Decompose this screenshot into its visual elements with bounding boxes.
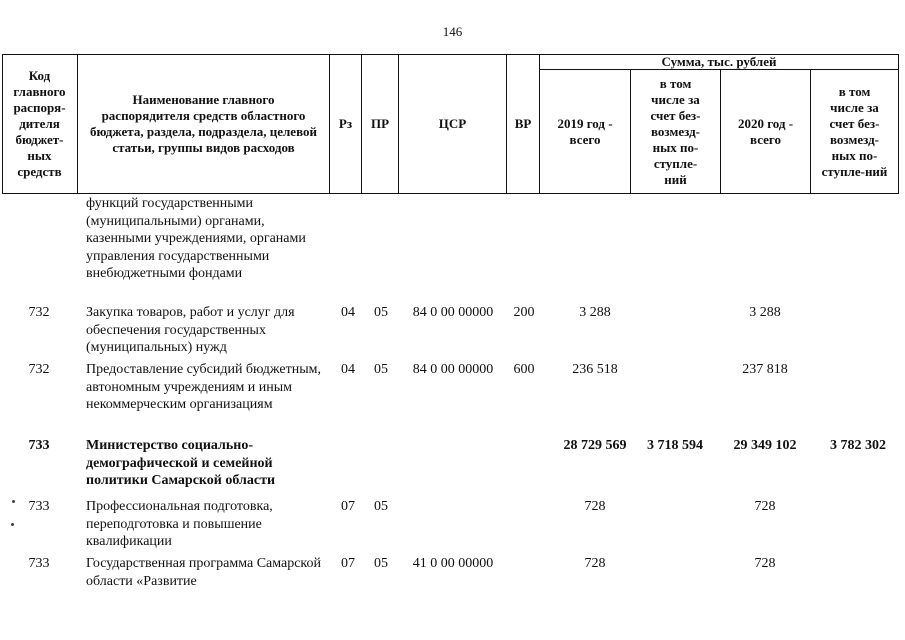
header-code: Код главного распоря-дителя бюджет-ных средств (13, 67, 66, 179)
table-header (2, 54, 899, 194)
header-2019-free: в том числе за счет без-возмезд-ных по-ступле-ний (650, 75, 701, 187)
cell-code: 732 (28, 362, 50, 377)
header-vr: ВР (514, 115, 532, 131)
header-pr: ПР (370, 115, 390, 131)
cell-2020-total: 29 349 102 (733, 438, 797, 453)
header-2019-total: 2019 год - всего (557, 115, 613, 147)
cell-name: Министерство социально-демографической и семейной политики Самарской области (86, 438, 276, 488)
cell-rz: 04 (341, 305, 355, 320)
cell-csr: 84 0 00 00000 (412, 362, 494, 377)
cell-2019-total: 3 288 (579, 305, 611, 320)
cell-csr: 41 0 00 00000 (412, 556, 494, 571)
cell-code: 733 (28, 556, 50, 571)
cell-name: Профессиональная подготовка, переподготовка и повышение квалификации (86, 499, 273, 549)
cell-rz: 07 (341, 556, 355, 571)
page-number: 146 (442, 24, 463, 39)
header-name: Наименование главного распорядителя средств областного бюджета, раздела, подраздела, целевой статьи, группы видов расходов (90, 91, 317, 155)
cell-pr: 05 (374, 556, 388, 571)
cell-code: 732 (28, 305, 50, 320)
header-csr: ЦСР (438, 115, 467, 131)
cell-pr: 05 (374, 305, 388, 320)
cell-2020-total: 728 (754, 499, 776, 514)
cell-code: 733 (28, 438, 50, 453)
header-2020-free: в том числе за счет без-возмезд-ных по-ступле-ний (821, 83, 888, 179)
cell-rz: 04 (341, 362, 355, 377)
cell-2020-free: 3 782 302 (830, 438, 886, 453)
cell-name: Закупка товаров, работ и услуг для обеспечения государственных (муниципальных) нужд (86, 305, 295, 355)
cell-pr: 05 (374, 362, 388, 377)
cell-csr: 84 0 00 00000 (412, 305, 494, 320)
cell-2019-total: 236 518 (572, 362, 618, 377)
header-sum-group: Сумма, тыс. рублей (661, 53, 777, 69)
cell-vr: 600 (513, 362, 535, 377)
header-2020-total: 2020 год - всего (737, 115, 794, 147)
cell-vr: 200 (513, 305, 535, 320)
cell-2019-total: 728 (584, 499, 606, 514)
cell-2019-free: 3 718 594 (647, 438, 703, 453)
cell-2019-total: 728 (584, 556, 606, 571)
cell-code: 733 (28, 499, 50, 514)
header-rz: Рз (338, 115, 353, 131)
cell-name: Государственная программа Самарской области «Развитие (86, 556, 322, 589)
cell-2019-total: 28 729 569 (563, 438, 627, 453)
cell-name: функций государственными (муниципальными) органами, казенными учреждениями, органами управления государственными внебюджетными фондами (86, 196, 306, 281)
cell-2020-total: 237 818 (742, 362, 788, 377)
cell-2020-total: 728 (754, 556, 776, 571)
cell-pr: 05 (374, 499, 388, 514)
cell-name: Предоставление субсидий бюджетным, автономным учреждениям и иным некоммерческим организациям (86, 362, 322, 412)
cell-2020-total: 3 288 (749, 305, 781, 320)
scan-speck (12, 500, 15, 503)
scan-speck (11, 523, 14, 526)
cell-rz: 07 (341, 499, 355, 514)
